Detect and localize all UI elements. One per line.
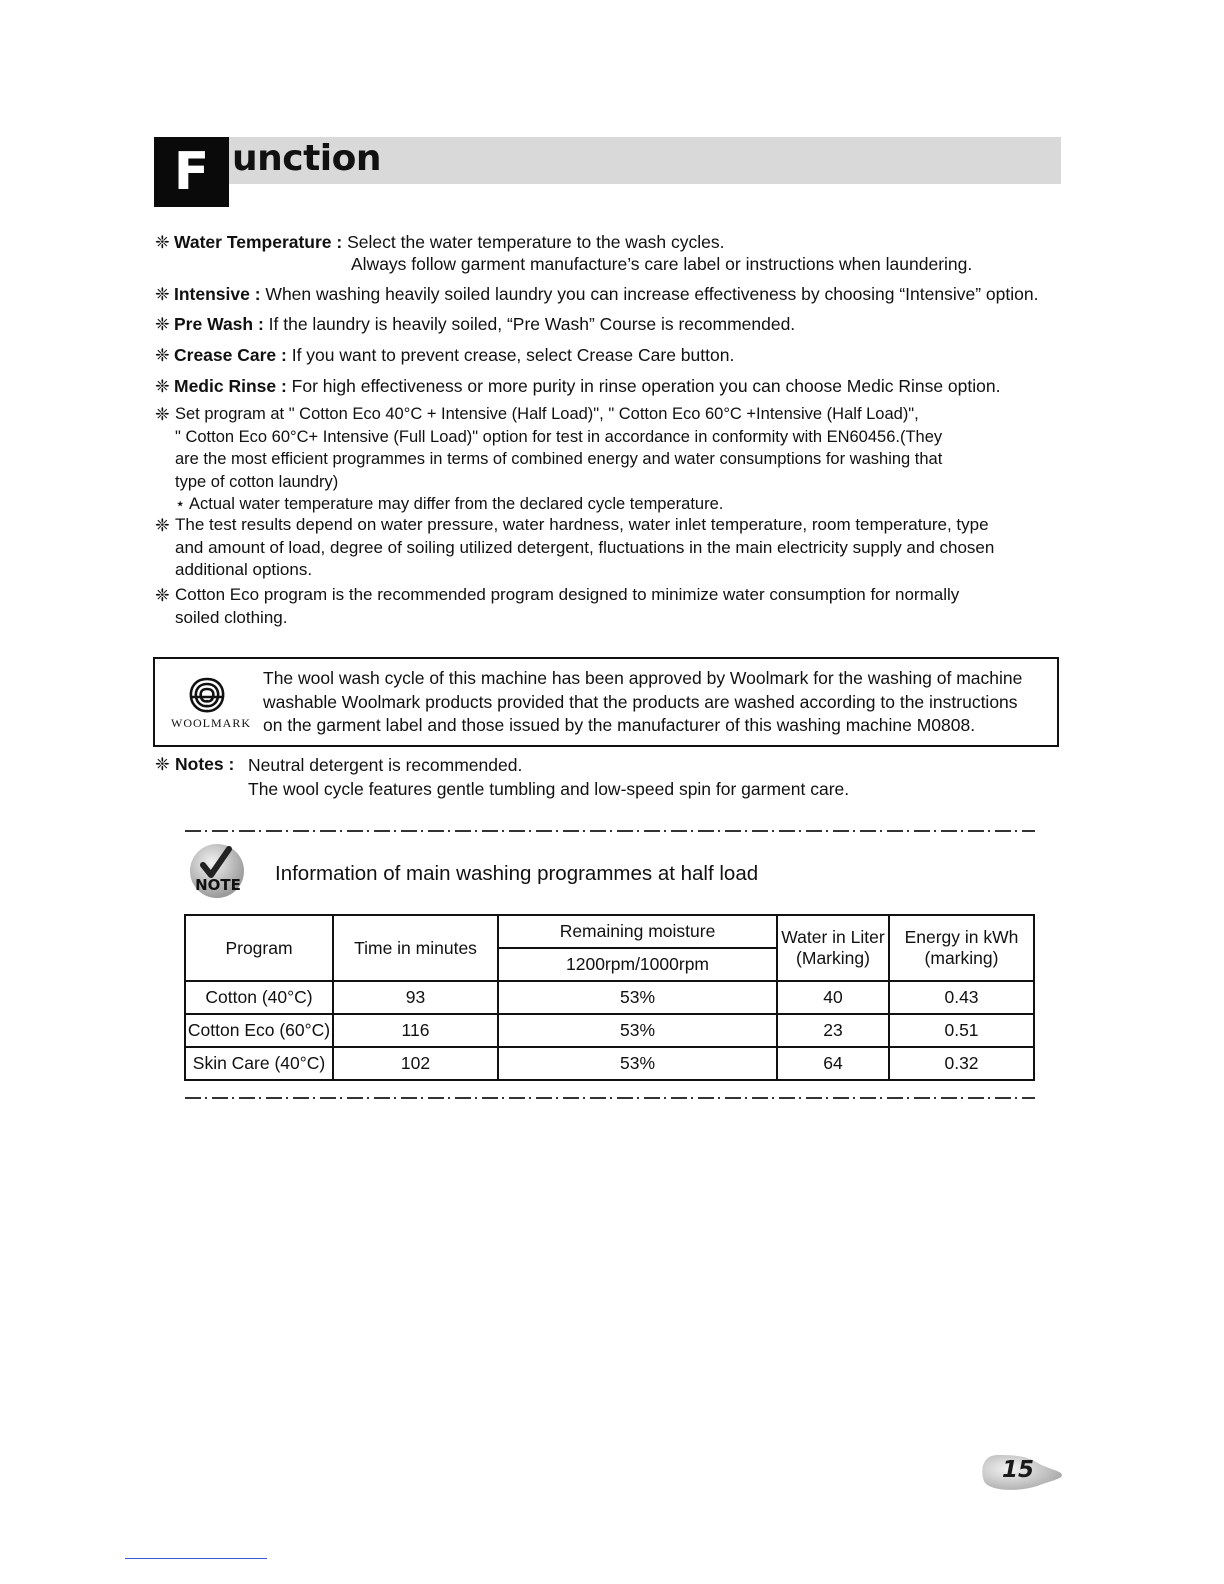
table-header-row	[185, 915, 1034, 948]
header-energy-line: (marking)	[924, 948, 999, 968]
header-water-line: (Marking)	[796, 948, 870, 968]
cell-program: Skin Care (40°C)	[185, 1047, 333, 1080]
cell-program: Cotton (40°C)	[185, 981, 333, 1014]
notes-line: Neutral detergent is recommended.	[248, 755, 523, 775]
woolmark-logo-icon	[185, 673, 229, 717]
bullet-star-icon: ❈	[155, 404, 170, 424]
table-row	[185, 981, 1034, 1014]
dash-dot-separator	[185, 830, 1035, 832]
bullet-star-icon: ❈	[155, 585, 170, 605]
note-badge-text: NOTE	[195, 876, 241, 894]
cell-moisture: 53%	[498, 1014, 777, 1047]
feature-label: Medic Rinse :	[174, 376, 287, 396]
feature-text: Select the water temperature to the wash cycles.	[342, 232, 725, 252]
paragraph-line: ⋆ Actual water temperature may differ from the declared cycle temperature.	[175, 495, 724, 513]
cell-water: 23	[777, 1014, 889, 1047]
feature-text-continued: Always follow garment manufacture’s care label or instructions when laundering.	[351, 254, 973, 274]
header-energy-line: Energy in kWh	[904, 927, 1019, 947]
header-time: Time in minutes	[333, 915, 498, 981]
feature-text: If the laundry is heavily soiled, “Pre Wash” Course is recommended.	[263, 314, 796, 334]
bullet-star-icon: ❈	[155, 754, 170, 774]
woolmark-line: The wool wash cycle of this machine has been approved by Woolmark for the washing of machine	[263, 668, 1023, 688]
page-number: 15	[1002, 1457, 1035, 1483]
bullet-star-icon: ❈	[155, 345, 170, 365]
feature-text: If you want to prevent crease, select Crease Care button.	[286, 345, 735, 365]
cell-time: 116	[333, 1014, 498, 1047]
cell-time: 102	[333, 1047, 498, 1080]
woolmark-line: on the garment label and those issued by the manufacturer of this washing machine M0808.	[263, 715, 976, 735]
feature-intensive	[155, 283, 1038, 305]
cell-time: 93	[333, 981, 498, 1014]
header-moisture: Remaining moisture	[498, 915, 777, 948]
header-water-line: Water in Liter	[781, 927, 885, 947]
paragraph-line: " Cotton Eco 60°C+ Intensive (Full Load)" option for test in accordance in conformity with EN60456.(They	[175, 427, 943, 446]
bullet-star-icon: ❈	[155, 314, 170, 334]
paragraph-line: and amount of load, degree of soiling utilized detergent, fluctuations in the main electricity supply and chosen	[175, 537, 995, 557]
cell-energy: 0.51	[889, 1014, 1034, 1047]
title-initial: F	[154, 137, 229, 207]
woolmark-text	[263, 667, 1022, 738]
cell-water: 40	[777, 981, 889, 1014]
cotton-eco-paragraph	[175, 584, 1075, 629]
cell-moisture: 53%	[498, 981, 777, 1014]
programmes-table	[184, 914, 1035, 1081]
paragraph-line: type of cotton laundry)	[175, 472, 339, 491]
note-badge-icon	[189, 843, 245, 899]
header-moisture-sub: 1200rpm/1000rpm	[498, 948, 777, 981]
feature-pre-wash	[155, 313, 795, 335]
cell-energy: 0.32	[889, 1047, 1034, 1080]
bullet-star-icon: ❈	[155, 376, 170, 396]
feature-label: Water Temperature :	[174, 232, 343, 252]
header-water	[777, 915, 889, 981]
header-program: Program	[185, 915, 333, 981]
paragraph-line: are the most efficient programmes in terms of combined energy and water consumptions for washing that	[175, 450, 943, 468]
paragraph-line: The test results depend on water pressure, water hardness, water inlet temperature, room temperature, type	[175, 515, 989, 534]
feature-water-temperature	[155, 231, 725, 253]
test-results-paragraph	[175, 514, 1075, 582]
feature-label: Crease Care :	[174, 345, 287, 365]
woolmark-line: washable Woolmark products provided that the products are washed according to the instructions	[263, 691, 1018, 712]
paragraph-line: Cotton Eco program is the recommended program designed to minimize water consumption for normally	[175, 585, 960, 604]
bullet-star-icon: ❈	[155, 232, 170, 252]
notes-line: The wool cycle features gentle tumbling and low-speed spin for garment care.	[248, 779, 850, 799]
feature-label: Intensive :	[174, 284, 261, 304]
paragraph-line: additional options.	[175, 560, 313, 579]
notes-label: Notes :	[175, 754, 235, 774]
note-heading: Information of main washing programmes at half load	[275, 862, 759, 885]
page-title: unction	[232, 138, 382, 179]
footer-line	[125, 1558, 267, 1559]
paragraph-line: Set program at " Cotton Eco 40°C + Intensive (Half Load)", " Cotton Eco 60°C +Intensive (Half Load)",	[175, 405, 919, 423]
feature-label: Pre Wash :	[174, 314, 264, 334]
dash-dot-separator	[185, 1097, 1035, 1099]
woolmark-notice-box	[153, 657, 1059, 747]
feature-text: For high effectiveness or more purity in rinse operation you can choose Medic Rinse option.	[286, 376, 1001, 396]
feature-text: When washing heavily soiled laundry you can increase effectiveness by choosing “Intensive” option.	[260, 284, 1039, 304]
cell-water: 64	[777, 1047, 889, 1080]
set-program-paragraph	[175, 403, 1075, 516]
notes-text	[248, 753, 849, 801]
header-energy	[889, 915, 1034, 981]
woolmark-logo-label: WOOLMARK	[171, 716, 251, 730]
table-row	[185, 1014, 1034, 1047]
bullet-star-icon: ❈	[155, 284, 170, 304]
cell-energy: 0.43	[889, 981, 1034, 1014]
cell-program: Cotton Eco (60°C)	[185, 1014, 333, 1047]
feature-medic-rinse	[155, 375, 1000, 397]
cell-moisture: 53%	[498, 1047, 777, 1080]
paragraph-line: soiled clothing.	[175, 607, 288, 627]
feature-crease-care	[155, 344, 734, 366]
bullet-star-icon: ❈	[155, 515, 170, 535]
table-row	[185, 1047, 1034, 1080]
